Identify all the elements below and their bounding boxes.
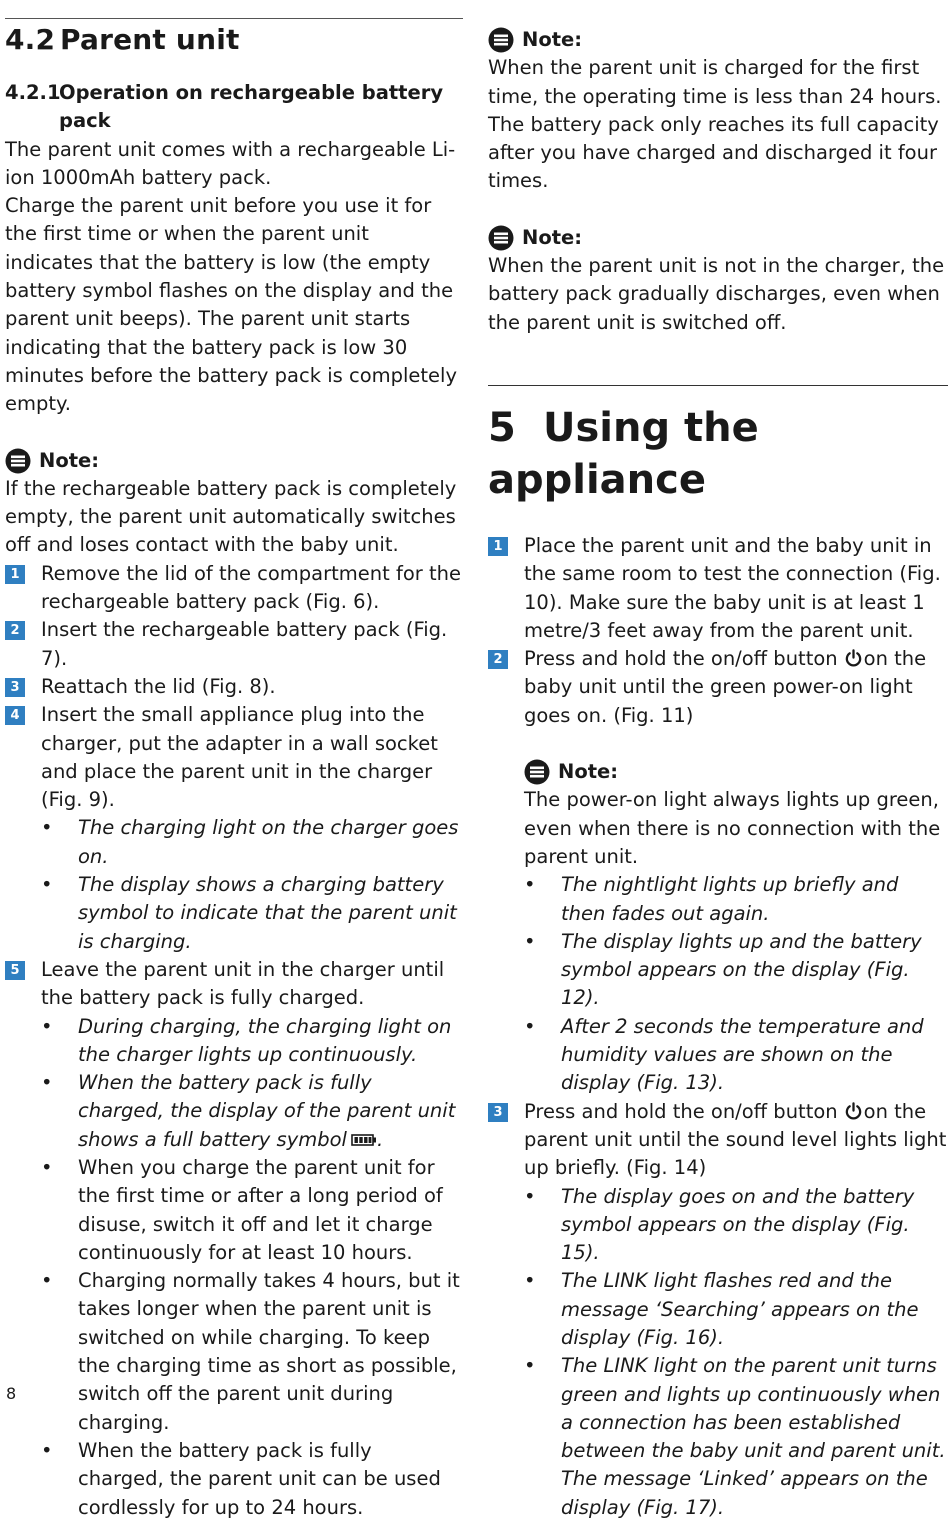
step-item — [488, 1098, 948, 1522]
note-heading — [524, 758, 948, 786]
bullet-text: The display lights up and the battery symbol appears on the display (Fig. 12). — [561, 930, 922, 1010]
step-number-badge: 3 — [5, 678, 25, 697]
note-label: Note: — [39, 447, 99, 475]
step-number-badge: 1 — [488, 537, 508, 556]
bullet-marker: • — [41, 1437, 61, 1465]
bullet-item — [41, 1013, 463, 1070]
page-number: 8 — [6, 1384, 16, 1403]
bullet-list — [41, 814, 463, 955]
note-label: Note: — [522, 26, 582, 54]
chapter-title: Using the appliance — [488, 405, 759, 503]
right-column — [488, 18, 948, 1522]
step-item — [488, 645, 948, 1097]
section-heading — [5, 21, 463, 59]
bullet-marker: • — [41, 1267, 61, 1295]
bullet-item — [41, 814, 463, 871]
bullet-text: After 2 seconds the temperature and humidity values are shown on the display (Fig. 13). — [561, 1015, 924, 1095]
step-text: Press and hold the on/off button — [524, 1100, 838, 1123]
bullet-marker: • — [524, 1013, 544, 1041]
bullet-text: The LINK light flashes red and the message ‘Searching’ appears on the display (Fig. 16). — [561, 1269, 919, 1349]
subsection-title: Operation on rechargeable battery pack — [59, 81, 443, 132]
step-list — [5, 560, 463, 1522]
section-rule — [5, 18, 463, 19]
note-heading — [488, 26, 948, 54]
bullet-list — [41, 1013, 463, 1522]
bullet-text: Charging normally takes 4 hours, but it takes longer when the parent unit is switched on while charging. To keep the charging time as short as possible, switch off the parent unit during charging. — [78, 1269, 460, 1433]
left-column — [5, 18, 463, 1522]
bullet-text: During charging, the charging light on the charger lights up continuously. — [78, 1015, 451, 1066]
bullet-item — [524, 1183, 948, 1268]
sentence-end: . — [377, 1128, 383, 1151]
chapter-number: 5 — [488, 402, 543, 454]
bullet-marker: • — [524, 928, 544, 956]
intro-paragraph: The parent unit comes with a rechargeable Li-ion 1000mAh battery pack. — [5, 136, 463, 193]
bullet-marker: • — [524, 1183, 544, 1211]
bullet-marker: • — [41, 1013, 61, 1041]
note-label: Note: — [558, 758, 618, 786]
note-icon — [524, 759, 550, 785]
bullet-marker: • — [524, 871, 544, 899]
step-item — [5, 560, 463, 617]
step-number-badge: 2 — [5, 621, 25, 640]
note-icon — [5, 448, 31, 474]
bullet-text: The display goes on and the battery symbol appears on the display (Fig. 15). — [561, 1185, 914, 1265]
note-heading — [5, 447, 463, 475]
step-text: Press and hold the on/off button — [524, 647, 838, 670]
chapter-rule — [488, 385, 948, 386]
step-text: Reattach the lid (Fig. 8). — [41, 675, 276, 698]
bullet-text: When the battery pack is fully charged, the display of the parent unit shows a full battery symbol — [78, 1071, 455, 1151]
step-text: Insert the rechargeable battery pack (Fig. 7). — [41, 618, 447, 669]
bullet-item — [41, 1267, 463, 1437]
note-text: If the rechargeable battery pack is completely empty, the parent unit automatically switches off and loses contact with the baby unit. — [5, 475, 463, 560]
bullet-item — [41, 1437, 463, 1522]
step-text: Remove the lid of the compartment for the rechargeable battery pack (Fig. 6). — [41, 562, 461, 613]
bullet-marker: • — [41, 871, 61, 899]
bullet-list — [524, 871, 948, 1097]
step-text: Place the parent unit and the baby unit in the same room to test the connection (Fig. 10). Make sure the baby unit is at least 1 metre/3 feet away from the parent unit. — [524, 534, 941, 642]
step-list — [488, 532, 948, 1522]
section-title: Parent unit — [60, 23, 240, 56]
bullet-text: The LINK light on the parent unit turns green and lights up continuously when a connection has been established between the baby unit and parent unit. The message ‘Linked’ appears on the display (Fig. 17). — [561, 1354, 946, 1518]
bullet-marker: • — [41, 1069, 61, 1097]
step-text: Insert the small appliance plug into the charger, put the adapter in a wall socket and place the parent unit in the charger (Fig. 9). — [41, 703, 438, 811]
note-label: Note: — [522, 224, 582, 252]
charge-paragraph: Charge the parent unit before you use it for the first time or when the parent unit indicates that the battery is low (the empty battery symbol flashes on the display and the parent unit beeps). The parent unit starts indicating that the battery pack is low 30 minutes before the battery pack is completely empty. — [5, 192, 463, 418]
bullet-item — [41, 1154, 463, 1267]
note-heading — [488, 224, 948, 252]
note-text: The power-on light always lights up green, even when there is no connection with the parent unit. — [524, 786, 948, 871]
bullet-marker: • — [524, 1267, 544, 1295]
note-text: When the parent unit is not in the charger, the battery pack gradually discharges, even when the parent unit is switched off. — [488, 252, 948, 337]
bullet-item — [41, 1069, 463, 1154]
step-item — [5, 956, 463, 1522]
bullet-item — [524, 1352, 948, 1522]
bullet-text: The nightlight lights up briefly and then fades out again. — [561, 873, 898, 924]
bullet-marker: • — [41, 814, 61, 842]
bullet-text: The display shows a charging battery symbol to indicate that the parent unit is charging. — [78, 873, 457, 953]
note-icon — [488, 225, 514, 251]
note-icon — [488, 27, 514, 53]
step-item — [488, 532, 948, 645]
note-text: When the parent unit is charged for the first time, the operating time is less than 24 hours. The battery pack only reaches its full capacity after you have charged and discharged it four times. — [488, 54, 948, 195]
bullet-item — [524, 871, 948, 928]
step-number-badge: 2 — [488, 650, 508, 669]
bullet-text: When the battery pack is fully charged, the parent unit can be used cordlessly for up to 24 hours. — [78, 1439, 441, 1519]
bullet-marker: • — [524, 1352, 544, 1380]
chapter-heading — [488, 402, 948, 506]
bullet-item — [524, 1267, 948, 1352]
step-number-badge: 3 — [488, 1103, 508, 1122]
bullet-item — [524, 928, 948, 1013]
bullet-text: The charging light on the charger goes on. — [78, 816, 458, 867]
subsection-number: 4.2.1 — [5, 79, 59, 107]
step-number-badge: 1 — [5, 565, 25, 584]
step-text-continued: on the baby unit until the green power-on light goes on. (Fig. 11) — [524, 647, 926, 727]
subsection-heading — [5, 79, 463, 136]
bullet-text: When you charge the parent unit for the first time or after a long period of disuse, switch it off and let it charge continuously for at least 10 hours. — [78, 1156, 443, 1264]
bullet-item — [524, 1013, 948, 1098]
bullet-marker: • — [41, 1154, 61, 1182]
section-number: 4.2 — [5, 21, 60, 59]
step-item — [5, 673, 463, 701]
step-item — [5, 701, 463, 956]
step-number-badge: 4 — [5, 706, 25, 725]
step-text: Leave the parent unit in the charger until the battery pack is fully charged. — [41, 958, 444, 1009]
power-icon — [844, 649, 863, 668]
bullet-item — [41, 871, 463, 956]
step-number-badge: 5 — [5, 961, 25, 980]
step-item — [5, 616, 463, 673]
power-icon — [844, 1102, 863, 1121]
full-battery-icon — [351, 1134, 377, 1146]
bullet-list — [524, 1183, 948, 1522]
step-text-continued: on the parent unit until the sound level lights light up briefly. (Fig. 14) — [524, 1100, 946, 1180]
